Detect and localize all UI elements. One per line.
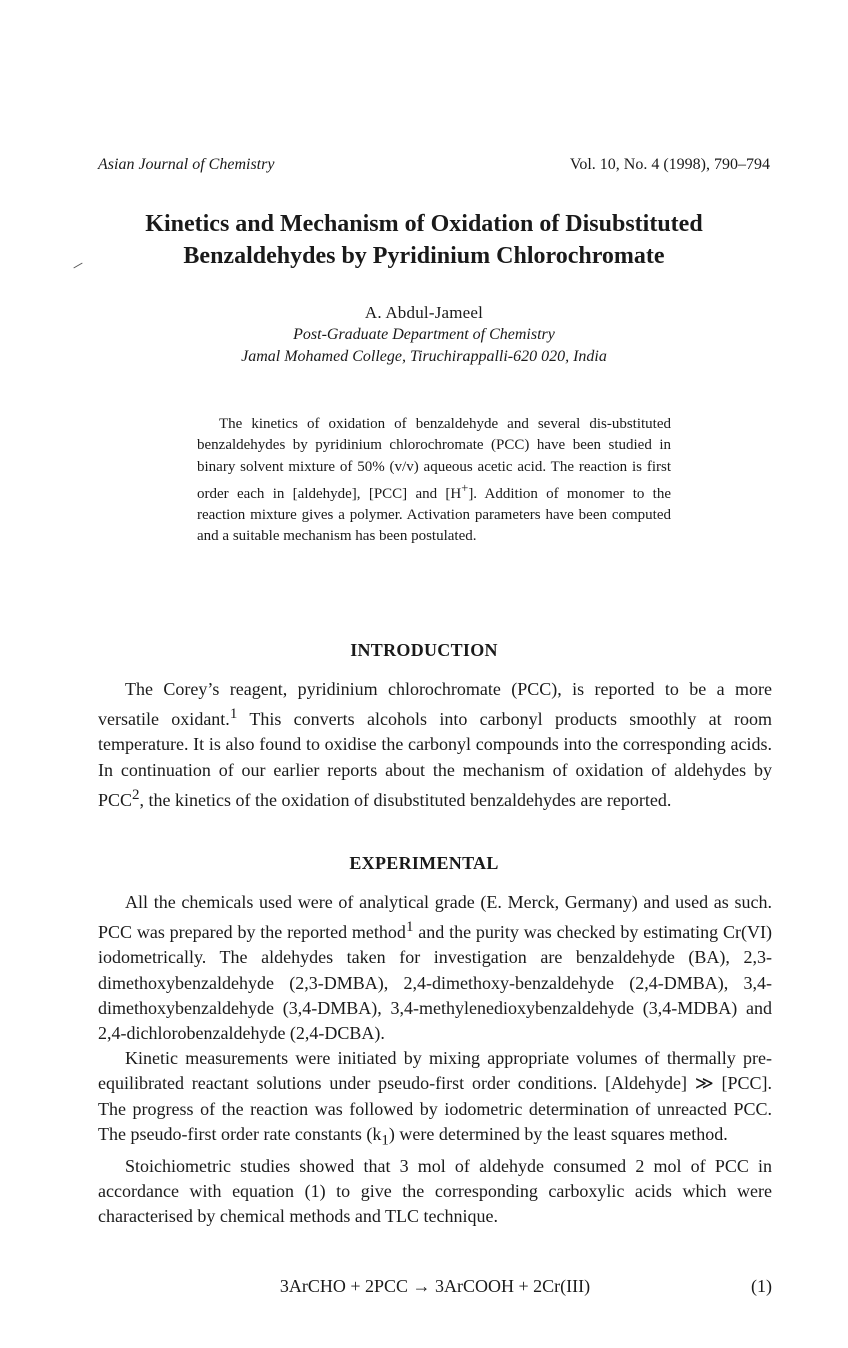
intro-text-1: The Corey’s reagent, pyridinium chlorochromate (PCC), is reported to be a more versatile oxidant. [98, 679, 772, 730]
experimental-paragraph-1 [98, 890, 772, 1046]
experimental-body [98, 890, 772, 1229]
intro-text-2: This converts alcohols into carbonyl products smoothly at room temperature. It is also found to oxidise the carbonyl compounds into the corresponding acids. In continuation of our earlier reports about the mechanism of oxidation of aldehydes by PCC [98, 709, 772, 810]
intro-reference-1: 1 [229, 706, 238, 723]
exp-p1-text-a: All the chemicals used were of analytical grade (E. Merck, Germany) and used as such. PCC was prepared by the reported method [98, 892, 772, 943]
introduction-heading: INTRODUCTION [350, 640, 498, 660]
exp-p2-text-a: Kinetic measurements were initiated by mixing appropriate volumes of thermally pre-equilibrated reactant solutions under pseudo-first order conditions. [Aldehyde] ≫ [PCC]. The progress of the reaction was followed by iodometric determination of unreacted PCC. The pseudo-first order rate constants (k [98, 1048, 772, 1144]
abstract-superscript: + [461, 480, 469, 495]
author-block [60, 302, 788, 368]
journal-name: Asian Journal of Chemistry [98, 156, 275, 173]
exp-p1-text-b: and the purity was checked by estimating Cr(VI) iodometrically. The aldehydes taken for investigation are benzaldehyde (BA), 2,3-dimethoxybenzaldehyde (2,3-DMBA), 2,4-dimethoxy-benzaldehyde (2,4-DMBA), 3,4-dimethoxybenzaldehyde (3,4-DMBA), 3,4-methylenedioxybenzaldehyde (3,4-MDBA) and 2,4-dichlorobenzaldehyde (2,4-DCBA). [98, 922, 773, 1044]
abstract-text-1: The kinetics of oxidation of benzaldehyde and several dis-ubstituted benzaldehydes by pyridinium chlorochromate (PCC) have been studied in binary solvent mixture of 50% (v/v) aqueous acetic acid. The reaction is first order each in [aldehyde], [PCC] and [H [197, 416, 671, 502]
exp-p1-reference: 1 [405, 919, 414, 936]
author-department: Post-Graduate Department of Chemistry [293, 326, 555, 343]
author-institution: Jamal Mohamed College, Tiruchirappalli-620 020, India [241, 348, 607, 365]
equation: 3ArCHO + 2PCC → 3ArCOOH + 2Cr(III) [279, 1276, 591, 1296]
author-name: A. Abdul-Jameel [364, 303, 484, 322]
exp-p2-text-b: ) were determined by the least squares method. [388, 1123, 728, 1144]
volume-info: Vol. 10, No. 4 (1998), 790–794 [569, 156, 770, 173]
introduction-body [98, 677, 772, 813]
title-line-1: Kinetics and Mechanism of Oxidation of Disubstituted [145, 211, 703, 237]
introduction-paragraph [98, 677, 772, 813]
equation-number: (1) [751, 1276, 772, 1296]
intro-text-3: , the kinetics of the oxidation of disubstituted benzaldehydes are reported. [139, 789, 672, 810]
abstract [197, 414, 671, 548]
paper-title [60, 208, 788, 272]
abstract-text-2: ]. Addition of monomer to the reaction mixture gives a polymer. Activation parameters have been computed and a suitable mechanism has been postulated. [197, 485, 671, 545]
experimental-paragraph-2 [98, 1046, 772, 1153]
exp-p2-subscript: 1 [381, 1132, 389, 1149]
experimental-heading: EXPERIMENTAL [349, 853, 499, 873]
title-line-2: Benzaldehydes by Pyridinium Chlorochromate [183, 243, 665, 269]
intro-reference-2: 2 [132, 786, 140, 803]
running-head [98, 156, 770, 174]
experimental-paragraph-3: Stoichiometric studies showed that 3 mol of aldehyde consumed 2 mol of PCC in accordance with equation (1) to give the corresponding carboxylic acids which were characterised by chemical methods and TLC technique. [98, 1155, 772, 1227]
